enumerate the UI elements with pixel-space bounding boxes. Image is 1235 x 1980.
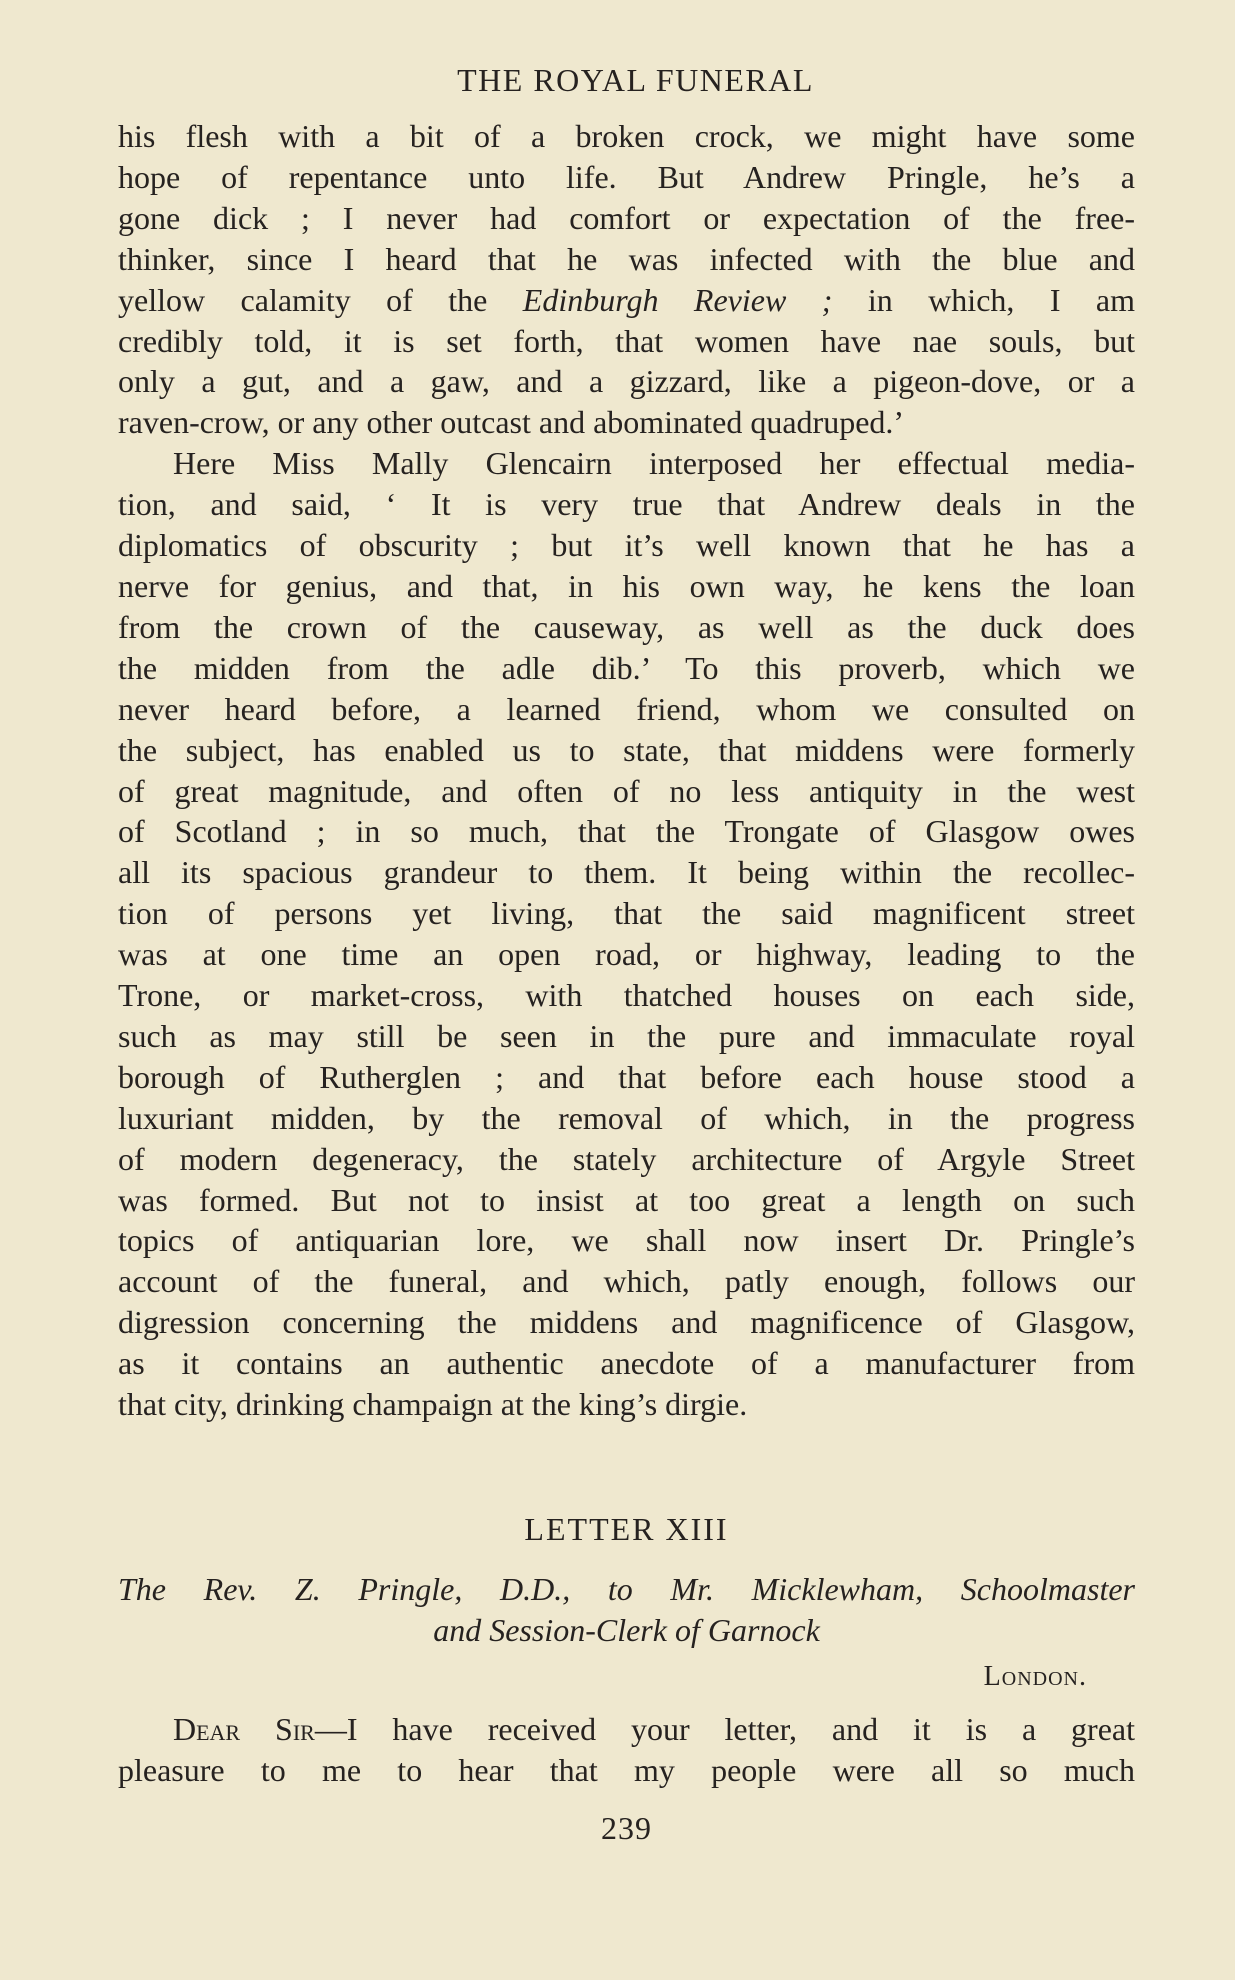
text-line: such as may still be seen in the pure and immaculate royal: [118, 1017, 1135, 1054]
page-number: 239: [601, 1810, 652, 1846]
paragraph-main: [118, 443, 1135, 1425]
text-line: that city, drinking champaign at the king’s dirgie.: [118, 1386, 748, 1423]
text-line: raven-crow, or any other outcast and abominated quadruped.’: [118, 404, 905, 441]
text-line: gone dick ; I never had comfort or expectation of the free-: [118, 199, 1135, 236]
letter-place: London.: [983, 1661, 1087, 1692]
text-line: [118, 1709, 1135, 1750]
running-head: THE ROYAL FUNERAL: [457, 62, 814, 98]
text-line: from the crown of the causeway, as well as the duck does: [118, 608, 1135, 645]
text-line: account of the funeral, and which, patly enough, follows our: [118, 1263, 1135, 1300]
letter-address: [118, 1569, 1135, 1651]
italic-title: Edinburgh Review ;: [522, 281, 833, 318]
text-line: topics of antiquarian lore, we shall now insert Dr. Pringle’s: [118, 1222, 1135, 1259]
text-line: of modern degeneracy, the stately architecture of Argyle Street: [118, 1140, 1135, 1177]
text-line: thinker, since I heard that he was infected with the blue and: [118, 240, 1135, 277]
text-line: diplomatics of obscurity ; but it’s well known that he has a: [118, 527, 1135, 564]
text-line: only a gut, and a gaw, and a gizzard, like a pigeon-dove, or a: [118, 363, 1135, 400]
text-line: luxuriant midden, by the removal of which, in the progress: [118, 1099, 1135, 1136]
text-fragment: in which, I am: [832, 281, 1136, 318]
text-line: tion, and said, ‘ It is very true that Andrew deals in the: [118, 486, 1135, 523]
text-line: of Scotland ; in so much, that the Trongate of Glasgow owes: [118, 813, 1135, 850]
letter-body: [118, 1709, 1135, 1791]
text-line: tion of persons yet living, that the said magnificent street: [118, 895, 1135, 932]
salutation-smallcaps: Dear Sir: [173, 1711, 315, 1747]
text-line: Trone, or market-cross, with thatched houses on each side,: [118, 977, 1135, 1014]
text-line: hope of repentance unto life. But Andrew Pringle, he’s a: [118, 158, 1135, 195]
text-line: all its spacious grandeur to them. It being within the recollec-: [118, 854, 1135, 891]
text-line: of great magnitude, and often of no less antiquity in the west: [118, 772, 1135, 809]
text-line-with-title: [118, 280, 1135, 321]
text-line: was formed. But not to insist at too great a length on such: [118, 1181, 1135, 1218]
text-line: the subject, has enabled us to state, that middens were formerly: [118, 731, 1135, 768]
text-line: his flesh with a bit of a broken crock, we might have some: [118, 118, 1135, 154]
letter-heading: LETTER XIII: [524, 1511, 729, 1547]
letter-address-line: and Session-Clerk of Garnock: [433, 1612, 820, 1648]
text-line: digression concerning the middens and magnificence of Glasgow,: [118, 1304, 1135, 1341]
text-line: borough of Rutherglen ; and that before each house stood a: [118, 1058, 1135, 1095]
text-line: the midden from the adle dib.’ To this proverb, which we: [118, 649, 1135, 686]
text-line: never heard before, a learned friend, whom we consulted on: [118, 690, 1135, 727]
text-fragment: yellow calamity of the: [118, 281, 523, 318]
text-fragment: —I have received your letter, and it is a great: [314, 1711, 1136, 1747]
paragraph-continued: [118, 116, 1135, 443]
letter-address-line: The Rev. Z. Pringle, D.D., to Mr. Micklewham, Schoolmaster: [118, 1571, 1135, 1607]
text-line: Here Miss Mally Glencairn interposed her effectual media-: [173, 445, 1135, 482]
text-line: was at one time an open road, or highway, leading to the: [118, 936, 1135, 973]
text-line: nerve for genius, and that, in his own way, he kens the loan: [118, 567, 1135, 604]
text-line: as it contains an authentic anecdote of a manufacturer from: [118, 1345, 1135, 1382]
text-line: pleasure to me to hear that my people were all so much: [118, 1751, 1135, 1788]
body-text: [118, 116, 1135, 1791]
text-line: credibly told, it is set forth, that women have nae souls, but: [118, 322, 1135, 359]
